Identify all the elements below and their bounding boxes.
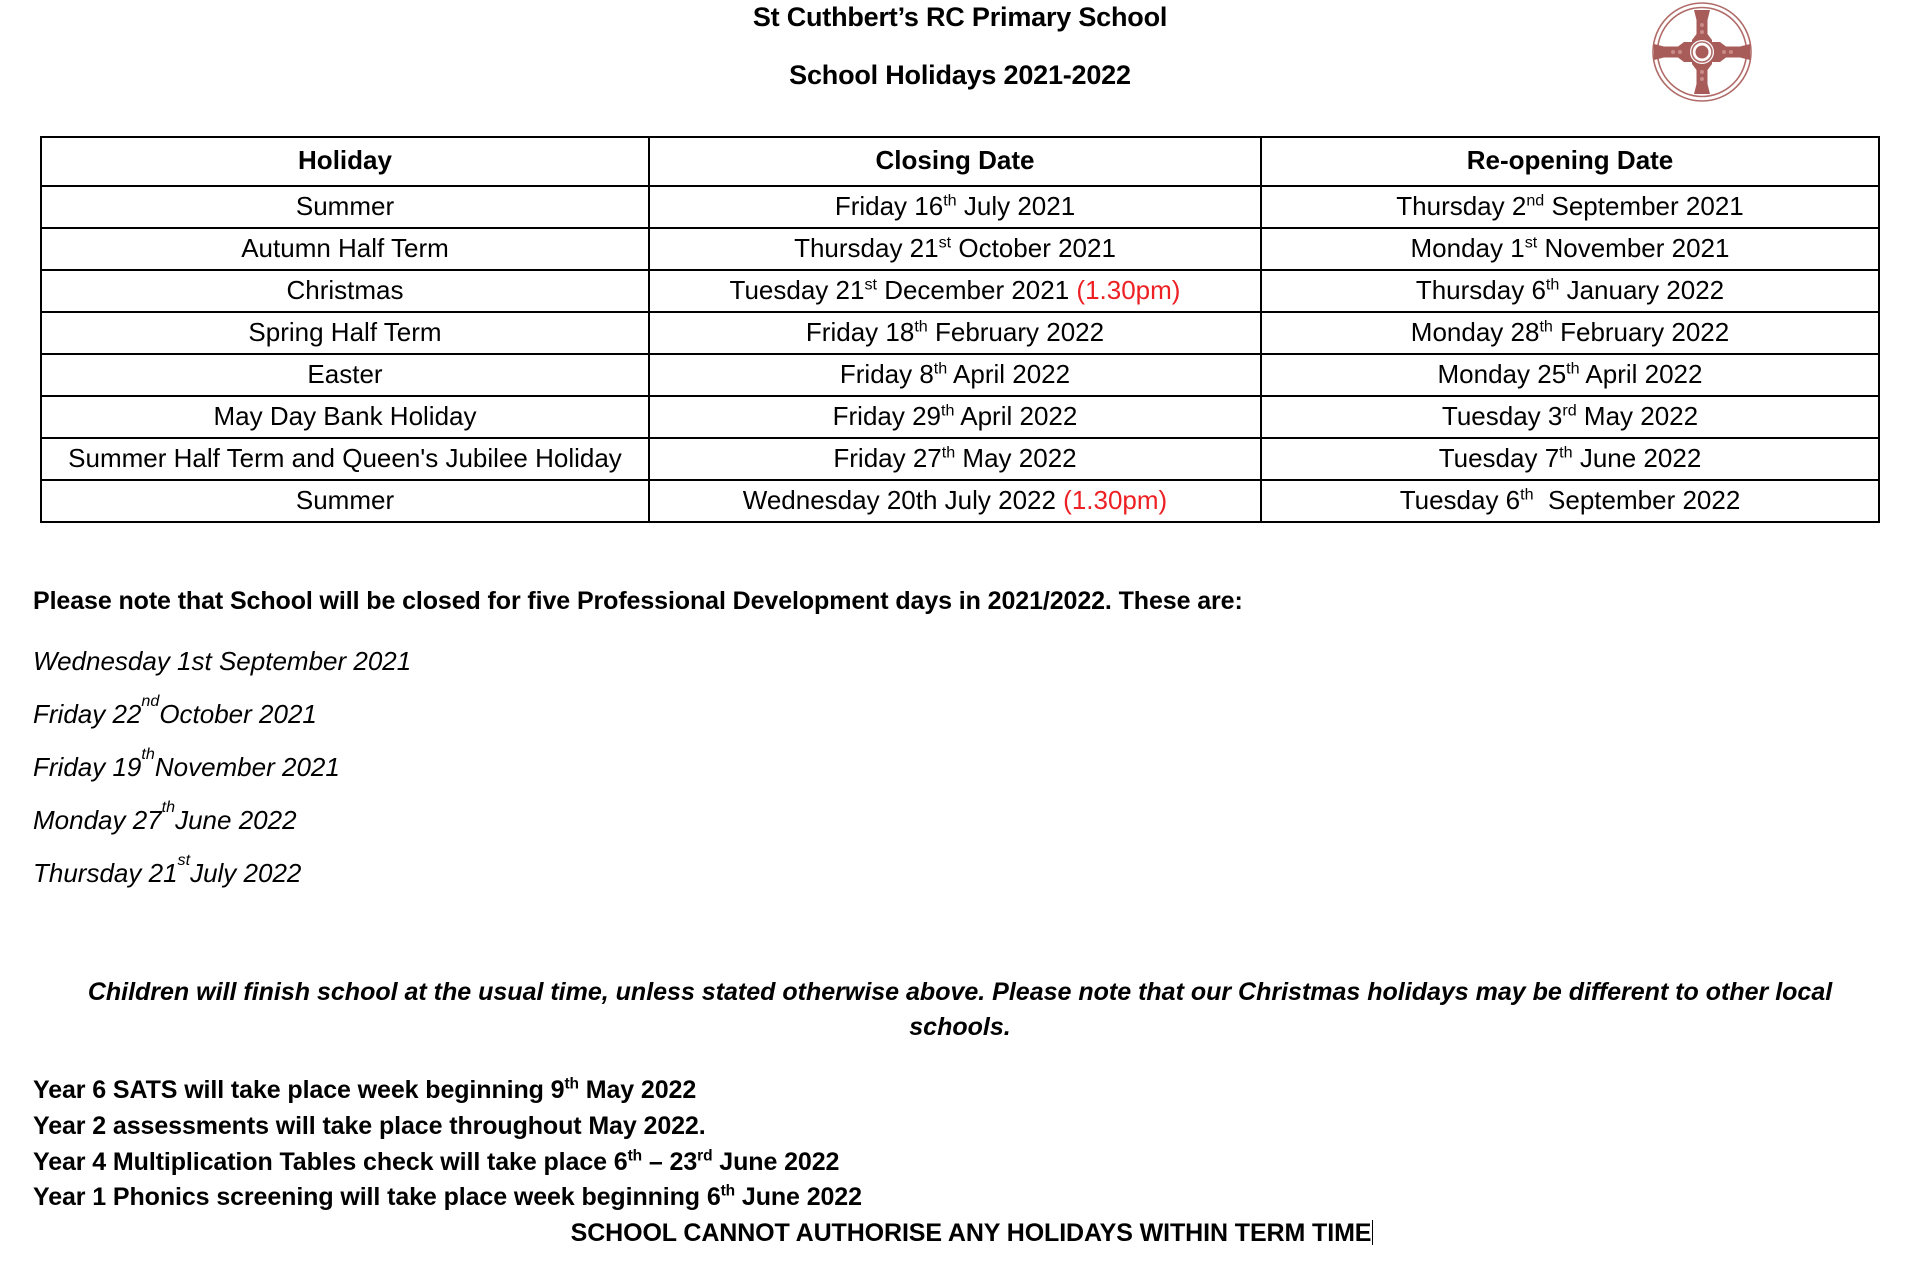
page-title: St Cuthbert’s RC Primary School [752, 2, 1168, 32]
ordinal-suffix: th [627, 1147, 643, 1165]
page-subtitle: School Holidays 2021-2022 [789, 60, 1131, 90]
school-crest-icon [1644, 0, 1760, 104]
cell-reopening-date: Monday 25th April 2022 [1261, 354, 1879, 396]
column-header-reopening-date: Re-opening Date [1261, 137, 1879, 186]
ordinal-suffix: nd [1526, 191, 1545, 210]
ordinal-suffix: th [933, 359, 948, 378]
pd-day-item: Monday 27 th June 2022 [33, 798, 297, 835]
document-header [0, 0, 1920, 89]
cell-reopening-date: Tuesday 7th June 2022 [1261, 438, 1879, 480]
cell-reopening-date: Monday 28th February 2022 [1261, 312, 1879, 354]
cell-reopening-date: Thursday 2nd September 2021 [1261, 186, 1879, 228]
cell-holiday: May Day Bank Holiday [41, 396, 649, 438]
cell-holiday: Summer [41, 480, 649, 522]
ordinal-suffix: th [720, 1182, 736, 1200]
table-body [41, 186, 1879, 522]
assessment-line: Year 6 SATS will take place week beginning 9th May 2022 [33, 1075, 697, 1104]
pd-day-item: Thursday 21 st July 2022 [33, 851, 302, 888]
ordinal-suffix: st [1524, 233, 1538, 252]
cell-closing-date: Thursday 21st October 2021 [649, 228, 1261, 270]
assessment-dates-list [33, 1073, 1873, 1252]
cell-closing-date: Friday 18th February 2022 [649, 312, 1261, 354]
ordinal-suffix: st [938, 233, 952, 252]
text-cursor [1372, 1220, 1373, 1245]
column-header-closing-date: Closing Date [649, 137, 1261, 186]
professional-development-days-list [33, 648, 933, 913]
ordinal-suffix: rd [697, 1147, 713, 1165]
table-row [41, 480, 1879, 522]
cell-holiday: Christmas [41, 270, 649, 312]
ordinal-suffix: th [1539, 317, 1553, 336]
term-time-holiday-warning: SCHOOL CANNOT AUTHORISE ANY HOLIDAYS WITHIN TERM TIME [570, 1219, 1372, 1247]
column-header-holiday: Holiday [41, 137, 649, 186]
table-row [41, 270, 1879, 312]
finish-time-note: Children will finish school at the usual time, unless stated otherwise above. Please note that our Christmas holidays may be different to other local schools. [87, 978, 1833, 1041]
closing-time-note: (1.30pm) [1076, 275, 1181, 306]
ordinal-suffix: th [914, 317, 928, 336]
table-header-row [41, 137, 1879, 186]
pd-day-item: Friday 19 th November 2021 [33, 745, 340, 782]
cell-holiday: Summer Half Term and Queen's Jubilee Holiday [41, 438, 649, 480]
ordinal-suffix: th [1545, 275, 1560, 294]
cell-closing-date: Friday 8th April 2022 [649, 354, 1261, 396]
school-holidays-table [40, 136, 1880, 523]
professional-development-note: Please note that School will be closed for five Professional Development days in 2021/2022. These are: [33, 587, 1243, 615]
cell-holiday: Autumn Half Term [41, 228, 649, 270]
ordinal-suffix: th [1559, 443, 1573, 462]
ordinal-suffix: st [864, 275, 877, 294]
cell-reopening-date: Tuesday 3rd May 2022 [1261, 396, 1879, 438]
pd-day-item: Friday 22 nd October 2021 [33, 692, 317, 729]
cell-closing-date: Friday 27th May 2022 [649, 438, 1261, 480]
ordinal-suffix: th [1566, 359, 1580, 378]
ordinal-suffix: th [564, 1075, 579, 1093]
cell-holiday: Summer [41, 186, 649, 228]
assessment-line: Year 2 assessments will take place throughout May 2022. [33, 1111, 706, 1140]
holidays-table-container [40, 136, 1878, 523]
cell-closing-date: Tuesday 21st December 2021 (1.30pm) [649, 270, 1261, 312]
ordinal-suffix: th [941, 401, 955, 420]
assessment-line: Year 1 Phonics screening will take place week beginning 6th June 2022 [33, 1182, 862, 1212]
table-row [41, 312, 1879, 354]
ordinal-suffix: th [941, 443, 956, 462]
ordinal-suffix: th [1520, 485, 1534, 504]
cell-reopening-date: Tuesday 6th September 2022 [1261, 480, 1879, 522]
closing-time-note: (1.30pm) [1063, 485, 1168, 516]
table-row [41, 354, 1879, 396]
cell-closing-date: Wednesday 20th July 2022 (1.30pm) [649, 480, 1261, 522]
table-row [41, 438, 1879, 480]
table-row [41, 228, 1879, 270]
cell-holiday: Easter [41, 354, 649, 396]
table-row [41, 186, 1879, 228]
assessment-line: Year 4 Multiplication Tables check will take place 6th – 23rd June 2022 [33, 1147, 840, 1176]
pd-day-item: Wednesday 1st September 2021 [33, 646, 412, 676]
cell-holiday: Spring Half Term [41, 312, 649, 354]
cell-closing-date: Friday 16th July 2021 [649, 186, 1261, 228]
table-row [41, 396, 1879, 438]
cell-reopening-date: Thursday 6th January 2022 [1261, 270, 1879, 312]
cell-closing-date: Friday 29th April 2022 [649, 396, 1261, 438]
cell-reopening-date: Monday 1st November 2021 [1261, 228, 1879, 270]
ordinal-suffix: th [943, 191, 957, 210]
ordinal-suffix: rd [1562, 401, 1577, 420]
